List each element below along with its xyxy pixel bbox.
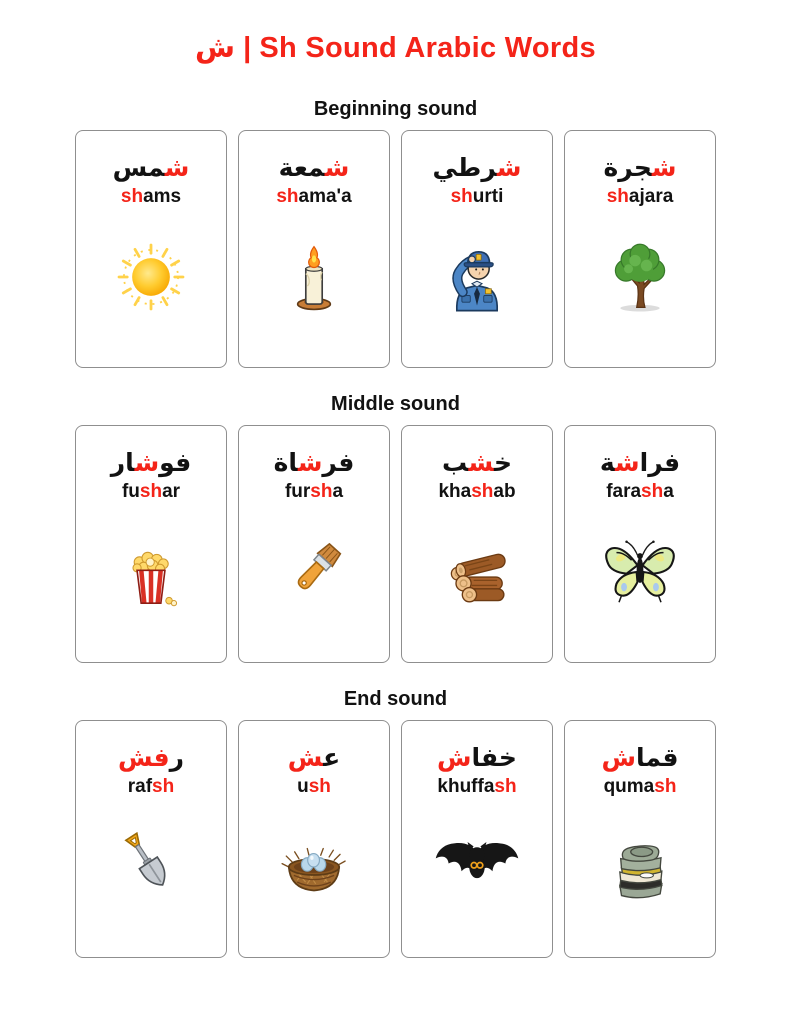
flashcard-fursha (238, 425, 390, 663)
flashcard-shurti (401, 130, 553, 368)
transliteration: khuffash (437, 776, 517, 797)
flashcard-rafsh (75, 720, 227, 958)
flashcard-khuffash (401, 720, 553, 958)
transliteration: shams (120, 186, 182, 207)
arabic-highlight: ش (164, 153, 190, 182)
section-end-sound (0, 688, 791, 958)
flashcard-shamaa (238, 130, 390, 368)
nest-icon (272, 825, 356, 909)
section-heading: Middle sound (331, 393, 460, 415)
transliteration: rafsh (127, 776, 175, 797)
arabic-suffix: مس (112, 153, 165, 182)
flashcard-shams (75, 130, 227, 368)
transliteration: shurti (450, 186, 504, 207)
police-officer-icon (435, 235, 519, 319)
card-image (570, 504, 710, 646)
arabic-word (113, 153, 190, 183)
arabic-word: شجرة (603, 153, 677, 182)
card-row (0, 130, 791, 368)
arabic-word: خشب (442, 448, 512, 477)
arabic-word: شرطي (432, 153, 522, 182)
card-image (407, 504, 547, 646)
transliteration: shama'a (276, 186, 352, 207)
card-image (570, 209, 710, 351)
transliteration: khashab (438, 481, 516, 502)
card-image (244, 799, 384, 941)
shovel-icon (110, 826, 192, 908)
arabic-word: فراشة (599, 448, 681, 477)
arabic-word: فوشار (110, 448, 192, 477)
butterfly-icon (598, 530, 682, 614)
section-beginning-sound (0, 98, 791, 368)
arabic-word: عش (287, 743, 341, 772)
flashcard-shajara (564, 130, 716, 368)
arabic-word: خفاش (437, 743, 517, 772)
flashcard-qumash (564, 720, 716, 958)
transliteration: ush (297, 776, 331, 797)
fabric-stack-icon (598, 825, 682, 909)
sun-icon (110, 236, 192, 318)
card-image (407, 209, 547, 351)
title-english: Sh Sound Arabic Words (259, 32, 596, 64)
transliteration: qumash (603, 776, 677, 797)
card-image (570, 799, 710, 941)
bat-icon (434, 824, 520, 910)
paintbrush-icon (273, 531, 355, 613)
card-row (0, 720, 791, 958)
card-image (407, 799, 547, 941)
section-heading: Beginning sound (313, 98, 478, 120)
arabic-word: قماش (601, 743, 679, 772)
transliteration: shajara (606, 186, 674, 207)
flashcard-ush (238, 720, 390, 958)
card-image (81, 799, 221, 941)
flashcard-khashab (401, 425, 553, 663)
arabic-word: فرشاة (273, 448, 355, 477)
title-arabic-letter: ش (195, 32, 236, 64)
card-image (81, 209, 221, 351)
title-separator: | (243, 32, 252, 64)
tree-icon (599, 236, 681, 318)
transliteration: fushar (121, 481, 181, 502)
transliteration: farasha (606, 481, 674, 502)
section-middle-sound (0, 393, 791, 663)
card-image (81, 504, 221, 646)
card-image (244, 504, 384, 646)
popcorn-icon (110, 531, 192, 613)
card-image (244, 209, 384, 351)
transliteration: fursha (284, 481, 344, 502)
arabic-word: شمعة (278, 153, 350, 182)
wood-logs-icon (435, 530, 519, 614)
flashcard-fushar (75, 425, 227, 663)
page-title (0, 0, 791, 65)
flashcard-farasha (564, 425, 716, 663)
section-heading: End sound (343, 688, 448, 710)
candle-icon (273, 236, 355, 318)
card-row (0, 425, 791, 663)
arabic-word: رفش (117, 743, 185, 772)
